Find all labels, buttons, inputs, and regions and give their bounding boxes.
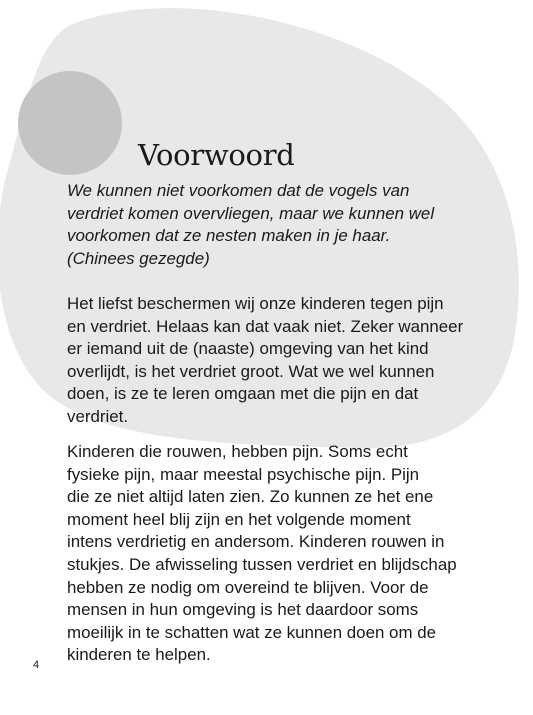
paragraph-line: moment heel blij zijn en het volgende moment — [67, 509, 411, 529]
paragraph-line: Het liefst beschermen wij onze kinderen tegen pijn — [67, 294, 444, 313]
paragraph-line: die ze niet altijd laten zien. Zo kunnen ze het ene — [67, 487, 434, 507]
quote-line: verdriet komen overvliegen, maar we kunnen wel — [67, 203, 435, 223]
paragraph-line: mensen in hun omgeving is het daardoor soms — [67, 600, 419, 620]
page-title: Voorwoord — [138, 138, 295, 172]
paragraph-2 — [67, 441, 507, 667]
paragraph-line: overlijdt, is het verdriet groot. Wat we wel kunnen — [67, 361, 435, 381]
epigraph-quote — [67, 180, 507, 270]
decorative-circle — [18, 71, 122, 175]
paragraph-line: stukjes. De afwisseling tussen verdriet en blijdschap — [67, 554, 457, 574]
paragraph-line: hebben ze nodig om overeind te blijven. Voor de — [67, 577, 429, 597]
quote-line: We kunnen niet voorkomen dat de vogels van — [67, 181, 410, 200]
paragraph-1 — [67, 293, 507, 429]
paragraph-line: er iemand uit de (naaste) omgeving van het kind — [67, 339, 429, 359]
paragraph-line: kinderen te helpen. — [67, 645, 211, 665]
paragraph-line: moeilijk in te schatten wat ze kunnen doen om de — [67, 622, 436, 642]
page-number: 4 — [33, 659, 40, 671]
paragraph-line: Kinderen die rouwen, hebben pijn. Soms echt — [67, 442, 408, 461]
paragraph-line: doen, is ze te leren omgaan met die pijn en dat — [67, 384, 419, 404]
paragraph-line: verdriet. — [67, 406, 129, 426]
paragraph-line: fysieke pijn, maar meestal psychische pijn. Pijn — [67, 464, 420, 484]
quote-attribution: (Chinees gezegde) — [67, 248, 210, 268]
paragraph-line: en verdriet. Helaas kan dat vaak niet. Zeker wanneer — [67, 316, 464, 336]
quote-line: voorkomen dat ze nesten maken in je haar. — [67, 226, 391, 246]
paragraph-line: intens verdrietig en andersom. Kinderen rouwen in — [67, 532, 445, 552]
